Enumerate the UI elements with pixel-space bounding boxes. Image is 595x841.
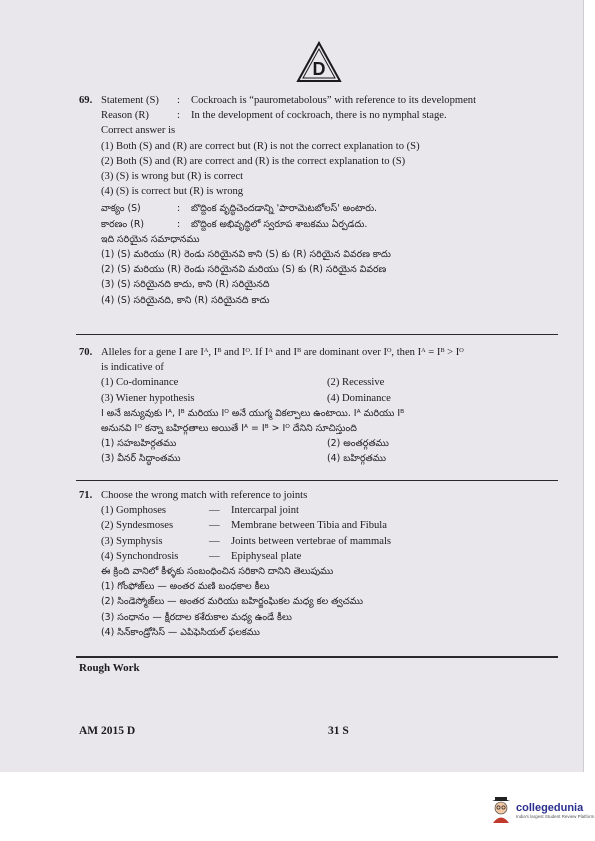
- te-match-row-1: (1) గోంఫోజ్‌లు — అంతర మణి బంధకాల కీలు: [101, 581, 270, 593]
- reason-label: Reason (R): [101, 110, 149, 122]
- prompt: Correct answer is: [101, 125, 176, 137]
- question-69: 69. Statement (S) : Cockroach is “paurometabolous” with reference to its development Reason (R) : In the development of cockroach, there is no nymphal stage. Correct answer is (1) Both (S) and (R) are correct but (R) is not the correct explanation to (S) (2) Both (S) and (R) are correct and (R) is the correct explanation to (S) (3) (S) is wrong but (R) is correct (4) (S) is correct but (R) is wrong వాక్యం (S) : బొద్దింక వృద్ధిచెందడాన్ని 'పారామెటబోలస్' అంటారు. కారణం (R) : బొద్దింక అభివృద్ధిలో స్వరూప శాబకము ఏర్పడదు. ఇది సరియైన సమాధానము (1) (S) మరియు (R) రెండు సరియైనవి కాని (S) కు (R) సరియైన వివరణ కాదు (2) (S) మరియు (R) రెండు సరియైనవి మరియు (S) కు (R) సరియైన వివరణ (3) (S) సరియైనది కాదు, కాని (R) సరియైనది (4) (S) సరియైనది, కాని (R) సరియైనది కాదు: [79, 93, 553, 308]
- section-divider: [76, 480, 558, 481]
- question-number: 71.: [79, 490, 93, 501]
- te-reason-label: కారణం (R): [101, 218, 144, 230]
- te-statement-label: వాక్యం (S): [101, 203, 141, 215]
- booklet-code-triangle-icon: [295, 40, 343, 84]
- match-row-3: (3) Symphysis — Joints between vertebrae of mammals: [101, 535, 392, 547]
- question-stem: Alleles for a gene I are Iᴬ, Iᴮ and Iᴼ. If Iᴬ and Iᴮ are dominant over Iᴼ, then Iᴬ = Iᴮ > Iᴼ: [101, 347, 464, 358]
- te-option-3: (3) వీనర్ సిద్ధాంతము: [101, 453, 181, 465]
- te-option-1: (1) సహబహిర్గతము: [101, 438, 177, 450]
- option-1: (1) Both (S) and (R) are correct but (R) is not the correct explanation to (S): [101, 140, 420, 152]
- te-question-stem-cont: అనునవి Iᴼ కన్నా బహిర్గతాలు అయితే Iᴬ = Iᴮ > Iᴼ దేనిని సూచిస్తుంది: [101, 423, 357, 435]
- te-match-row-4: (4) సిన్‌కాండ్రోసిస్ — ఎపిఫెసియల్ ఫలకము: [101, 626, 260, 638]
- booklet-code: AM 2015 D: [79, 725, 136, 737]
- option-3: (3) (S) is wrong but (R) is correct: [101, 171, 244, 183]
- te-reason-text: బొద్దింక అభివృద్ధిలో స్వరూప శాబకము ఏర్పడదు.: [191, 218, 368, 230]
- te-option-3: (3) (S) సరియైనది కాదు, కాని (R) సరియైనది: [101, 279, 270, 291]
- question-number: 69.: [79, 95, 93, 106]
- collegedunia-watermark: [490, 797, 594, 823]
- te-statement-text: బొద్దింక వృద్ధిచెందడాన్ని 'పారామెటబోలస్' అంటారు.: [191, 203, 378, 215]
- statement-text: Cockroach is “paurometabolous” with reference to its development: [191, 95, 477, 106]
- reason-text: In the development of cockroach, there is no nymphal stage.: [191, 110, 447, 122]
- student-avatar-icon: [490, 797, 512, 823]
- question-number: 70.: [79, 347, 93, 358]
- match-row-4: (4) Synchondrosis — Epiphyseal plate: [101, 550, 302, 562]
- option-4: (4) Dominance: [327, 392, 391, 404]
- brand-name: collegedunia: [516, 801, 584, 814]
- rough-work-label: Rough Work: [79, 662, 140, 674]
- option-4: (4) (S) is correct but (R) is wrong: [101, 186, 244, 198]
- te-option-1: (1) (S) మరియు (R) రెండు సరియైనవి కాని (S) కు (R) సరియైన వివరణ కాదు: [101, 249, 391, 261]
- te-option-4: (4) (S) సరియైనది, కాని (R) సరియైనది కాదు: [101, 294, 270, 306]
- rough-work-divider: [76, 656, 558, 658]
- match-row-2: (2) Syndesmoses — Membrane between Tibia and Fibula: [101, 520, 387, 532]
- question-70: [79, 345, 553, 467]
- option-3: (3) Wiener hypothesis: [101, 392, 195, 404]
- section-divider: [76, 334, 558, 335]
- question-71: [79, 488, 553, 640]
- option-2: (2) Both (S) and (R) are correct and (R) is the correct explanation to (S): [101, 155, 406, 167]
- te-option-2: (2) అంతర్గతము: [327, 438, 389, 450]
- te-question-stem: I అనే జన్యువుకు Iᴬ, Iᴮ మరియు Iᴼ అనే యుగ్మ వికల్పాలు ఉంటాయి. Iᴬ మరియు Iᴮ: [101, 407, 405, 419]
- te-prompt: ఇది సరియైన సమాధానము: [101, 233, 200, 245]
- te-option-4: (4) బహిర్గతము: [327, 453, 386, 465]
- option-1: (1) Co-dominance: [101, 377, 179, 389]
- statement-label: Statement (S): [101, 95, 159, 106]
- brand-tagline: India's largest Student Review Platform: [516, 813, 595, 819]
- question-stem: Choose the wrong match with reference to joints: [101, 490, 308, 501]
- match-row-1: (1) Gomphoses — Intercarpal joint: [101, 505, 299, 517]
- question-stem-cont: is indicative of: [101, 362, 164, 374]
- svg-text:D: D: [312, 59, 326, 79]
- option-2: (2) Recessive: [327, 377, 385, 389]
- te-question-stem: ఈ క్రింది వానిలో కీళ్ళకు సంబంధించిన సరికాని దానిని తెలుపుము: [101, 566, 334, 578]
- te-option-2: (2) (S) మరియు (R) రెండు సరియైనవి మరియు (S) కు (R) సరియైన వివరణ: [101, 264, 387, 276]
- page-number: 31 S: [328, 725, 349, 737]
- te-match-row-3: (3) సంధానం — క్షీరదాల కశేరుకాల మధ్య ఉండే కీలు: [101, 611, 292, 623]
- te-match-row-2: (2) సిండెస్మోజ్‌లు — అంతర మరియు బహిర్జంఘికల మధ్య కల త్వచము: [101, 596, 363, 608]
